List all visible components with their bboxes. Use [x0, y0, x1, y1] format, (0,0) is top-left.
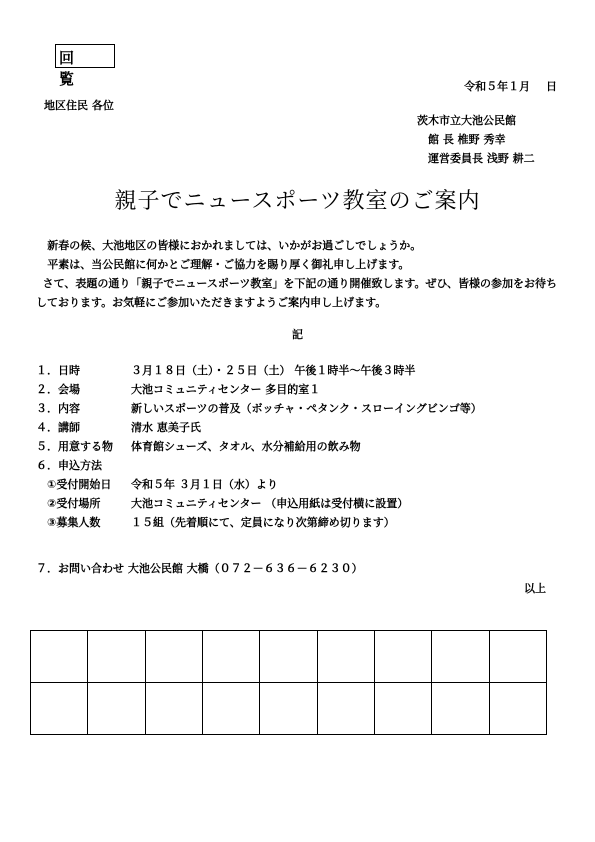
committee-chair-signature: 運営委員長 浅野 耕二 [428, 152, 535, 165]
list-item [36, 381, 320, 397]
seal-cell [88, 683, 145, 735]
seal-cell [145, 683, 202, 735]
body-paragraph-3: さて、表題の通り「親子でニュースポーツ教室」を下記の通り開催致します。ぜひ、皆様の参加をお待ちしております。お気軽にご参加いただきますようご案内申し上げます。 [36, 277, 558, 309]
sub-item [47, 495, 408, 511]
sub-item-label: ③募集人数 [47, 516, 101, 529]
seal-grid-row [31, 631, 547, 683]
organization: 茨木市立大池公民館 [417, 114, 516, 127]
item-value: 清水 恵美子氏 [131, 421, 201, 434]
circulation-box [55, 44, 115, 88]
seal-cell [202, 683, 259, 735]
seal-cell [31, 683, 88, 735]
seal-cell [317, 631, 374, 683]
sub-item-value: 大池コミュニティセンター （申込用紙は受付横に設置） [131, 497, 409, 510]
list-item [36, 362, 415, 378]
item-value: ３月１８日（土）・２５日（土） 午後１時半～午後３時半 [131, 364, 416, 377]
item-label: ２．会場 [36, 383, 80, 396]
item-label: ４．講師 [36, 421, 80, 434]
list-item [36, 400, 482, 416]
seal-cell [260, 683, 317, 735]
seal-cell [88, 631, 145, 683]
sub-item-value: 令和５年 ３月１日（水）より [131, 478, 278, 491]
item-value: 大池コミュニティセンター 多目的室１ [131, 383, 321, 396]
seal-cell [374, 683, 431, 735]
list-item [36, 438, 361, 454]
seal-cell [145, 631, 202, 683]
seal-cell [260, 631, 317, 683]
item-value: 新しいスポーツの普及（ボッチャ・ペタンク・スローイングビンゴ等） [131, 402, 482, 415]
item-label: ５．用意する物 [36, 440, 113, 453]
contact-info: ７．お問い合わせ 大池公民館 大橋（０７２－６３６－６２３０） [36, 562, 363, 575]
item-label: ３．内容 [36, 402, 80, 415]
sub-item-label: ①受付開始日 [47, 478, 112, 491]
body-paragraph-1: 新春の候、大池地区の皆様におかれましては、いかがお過ごしでしょうか。 [47, 239, 422, 252]
seal-cell [432, 631, 489, 683]
circulation-label: 回 覧 [59, 49, 85, 88]
ki-heading: 記 [292, 328, 303, 341]
item-label: １．日時 [36, 364, 80, 377]
sub-item [47, 476, 278, 492]
page-title: 親子でニュースポーツ教室のご案内 [114, 189, 481, 214]
list-item [36, 457, 131, 473]
circulation-seal-grid [30, 630, 547, 735]
director-signature: 館 長 椎野 秀幸 [428, 133, 506, 146]
sub-item [47, 514, 395, 530]
seal-cell [31, 631, 88, 683]
seal-cell [489, 683, 546, 735]
document-date: 令和５年１月 日 [464, 80, 557, 93]
addressee: 地区住民 各位 [44, 99, 114, 112]
item-value: 体育館シューズ、タオル、水分補給用の飲み物 [131, 440, 361, 453]
list-item [36, 419, 201, 435]
closing-mark: 以上 [524, 582, 546, 595]
seal-grid-row [31, 683, 547, 735]
sub-item-label: ②受付場所 [47, 497, 101, 510]
seal-cell [489, 631, 546, 683]
body-paragraph-2: 平素は、当公民館に何かとご理解・ご協力を賜り厚く御礼申し上げます。 [47, 258, 410, 271]
seal-cell [202, 631, 259, 683]
sub-item-value: １５組（先着順にて、定員になり次第締め切ります） [131, 516, 395, 529]
item-label: ６．申込方法 [36, 459, 102, 472]
seal-cell [374, 631, 431, 683]
seal-cell [432, 683, 489, 735]
seal-cell [317, 683, 374, 735]
